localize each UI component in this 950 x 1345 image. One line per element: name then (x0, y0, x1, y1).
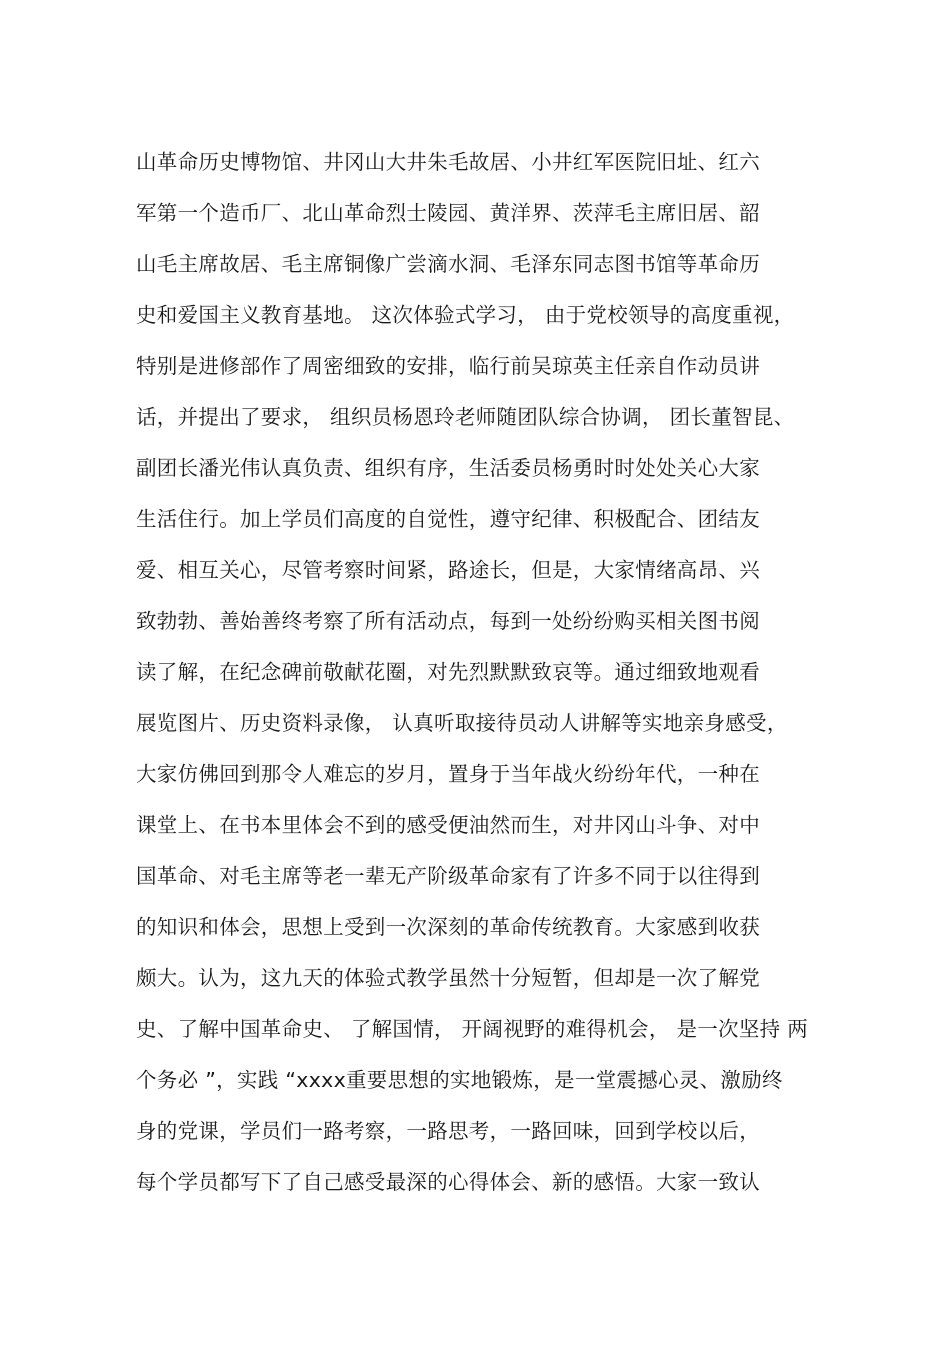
text-line: 每个学员都写下了自己感受最深的心得体会、新的感悟。大家一致认 (136, 1170, 760, 1194)
text-line: 的知识和体会，思想上受到一次深刻的革命传统教育。大家感到收获 (136, 915, 760, 939)
text-line: 副团长潘光伟认真负责、组织有序，生活委员杨勇时时处处关心大家 (136, 456, 760, 480)
text-line: 山毛主席故居、毛主席铜像广尝滴水洞、毛泽东同志图书馆等革命历 (136, 252, 760, 276)
text-line: 读了解，在纪念碑前敬献花圈，对先烈默默致哀等。通过细致地观看 (136, 660, 760, 684)
text-line: 史和爱国主义教育基地。 这次体验式学习， 由于党校领导的高度重视， (136, 303, 795, 327)
text-line: 爱、相互关心，尽管考察时间紧，路途长，但是，大家情绪高昂、兴 (136, 558, 760, 582)
text-line: 展览图片、历史资料录像， 认真听取接待员动人讲解等实地亲身感受， (136, 711, 788, 735)
text-line: 史、了解中国革命史、 了解国情， 开阔视野的难得机会， 是一次坚持 两 (136, 1017, 809, 1041)
text-line: 生活住行。加上学员们高度的自觉性，遵守纪律、积极配合、团结友 (136, 507, 760, 531)
text-line: 山革命历史博物馆、井冈山大井朱毛故居、小井红军医院旧址、红六 (136, 150, 760, 174)
text-line: 军第一个造币厂、北山革命烈士陵园、黄洋界、茨萍毛主席旧居、韶 (136, 201, 760, 225)
text-line: 话，并提出了要求， 组织员杨恩玲老师随团队综合协调， 团长董智昆、 (136, 405, 795, 429)
text-line: 特别是进修部作了周密细致的安排，临行前吴琼英主任亲自作动员讲 (136, 354, 760, 378)
text-line: 国革命、对毛主席等老一辈无产阶级革命家有了许多不同于以往得到 (136, 864, 760, 888)
text-line: 身的党课，学员们一路考察，一路思考，一路回味，回到学校以后， (136, 1119, 760, 1143)
text-line: 个务必 ”，实践 “xxxx重要思想的实地锻炼，是一堂震撼心灵、激励终 (136, 1068, 783, 1092)
text-line: 课堂上、在书本里体会不到的感受便油然而生，对井冈山斗争、对中 (136, 813, 760, 837)
text-line: 致勃勃、善始善终考察了所有活动点，每到一处纷纷购买相关图书阅 (136, 609, 760, 633)
text-line: 颇大。认为，这九天的体验式教学虽然十分短暂，但却是一次了解党 (136, 966, 760, 990)
text-line: 大家仿佛回到那令人难忘的岁月，置身于当年战火纷纷年代，一种在 (136, 762, 760, 786)
